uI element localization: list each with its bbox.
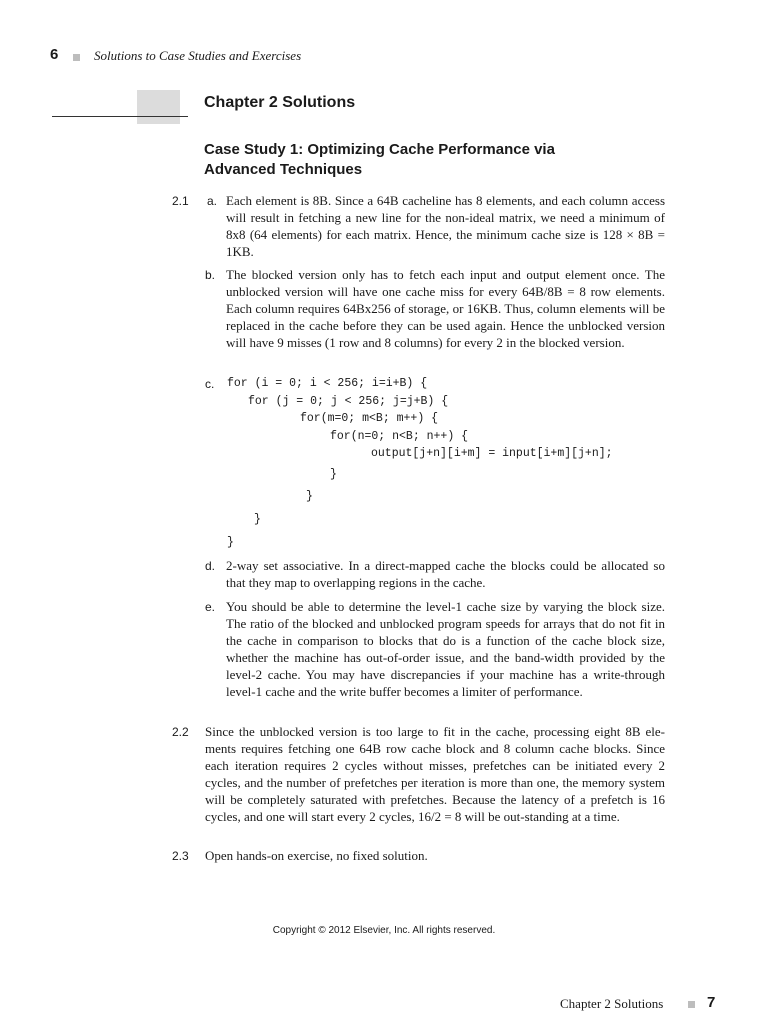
copyright-notice: Copyright © 2012 Elsevier, Inc. All rights reserved. bbox=[272, 925, 496, 936]
item-text-a: Each element is 8B. Since a 64B cacheline has 8 elements, and each column access will result in fetching a new line for the non-ideal matrix, we need a minimum of 8x8 (64 elements) for each matrix. Hence, the minimum cache size is 128 × 8B = 1KB. bbox=[226, 193, 665, 259]
item-text-b: The blocked version only has to fetch each input and output element once. The unblocked version will have one cache miss for every 64B/8B = 8 row elements. Each column requires 64Bx256 of storage, or 16KB. Thus, column elements will be replaced in the cache before they can be used again. Hence the unblocked version will have 9 misses (1 row and 8 columns) for every 2 in the blocked version. bbox=[226, 267, 665, 350]
running-footer: Chapter 2 Solutions bbox=[560, 996, 664, 1011]
code-line: } bbox=[254, 513, 261, 526]
exercise-text-2-3: Open hands-on exercise, no fixed solution. bbox=[205, 848, 428, 863]
code-line: for(m=0; m<B; m++) { bbox=[300, 412, 439, 425]
item-label-b: b. bbox=[205, 268, 216, 282]
header-square-icon bbox=[73, 54, 80, 61]
code-line: for(n=0; n<B; n++) { bbox=[330, 430, 469, 443]
item-label-c: c. bbox=[205, 377, 215, 391]
code-line: } bbox=[306, 490, 313, 503]
exercise-number-2-3: 2.3 bbox=[172, 849, 189, 863]
code-line: } bbox=[227, 536, 234, 549]
item-label-d: d. bbox=[205, 559, 216, 573]
case-study-title-line2: Advanced Techniques bbox=[204, 161, 363, 178]
exercise-number-2-2: 2.2 bbox=[172, 725, 189, 739]
exercise-text-2-2: Since the unblocked version is too large to fit in the cache, processing eight 8B ele-ments requires fetching one 64B row cache block and 8 column cache blocks. Since each iteration requires 2 cycles without misses, prefetches can be initiated every 2 cycles, and the number of prefetches per iteration is more than one, the memory system will be completely saturated with prefetches. Because the latency of a prefetch is 16 cycles, and one will start every 2 cycles, 16/2 = 8 will be out-standing at a time. bbox=[205, 724, 665, 824]
running-header: Solutions to Case Studies and Exercises bbox=[94, 48, 302, 63]
chapter-rule bbox=[52, 116, 188, 117]
item-label-a: a. bbox=[207, 194, 218, 208]
chapter-marker-box bbox=[137, 90, 180, 124]
item-label-e: e. bbox=[205, 600, 216, 614]
code-line: output[j+n][i+m] = input[i+m][j+n]; bbox=[371, 447, 613, 460]
code-line: } bbox=[330, 468, 337, 481]
code-line: for (i = 0; i < 256; i=i+B) { bbox=[227, 377, 428, 390]
item-text-e: You should be able to determine the level-1 cache size by varying the block size. The ratio of the blocked and unblocked program speeds for arrays that do not fit in the cache in comparison to blocks that do is a function of the cache block size, whether the machine has out-of-order issue, and the band-width provided by the level-2 cache. You may have discrepancies if your machine has a write-through level-1 cache and the write buffer becomes a limiter of performance. bbox=[226, 599, 665, 699]
item-text-d: 2-way set associative. In a direct-mapped cache the blocks could be allocated so that they map to overlapping regions in the cache. bbox=[226, 558, 665, 590]
footer-square-icon bbox=[688, 1001, 695, 1008]
code-line: for (j = 0; j < 256; j=j+B) { bbox=[248, 395, 449, 408]
exercise-number-2-1: 2.1 bbox=[172, 194, 189, 208]
case-study-title bbox=[204, 140, 644, 180]
footer-page-number: 7 bbox=[707, 994, 716, 1011]
page-number: 6 bbox=[50, 46, 59, 63]
case-study-title-line1: Case Study 1: Optimizing Cache Performance via bbox=[204, 141, 555, 158]
chapter-title: Chapter 2 Solutions bbox=[204, 94, 356, 111]
